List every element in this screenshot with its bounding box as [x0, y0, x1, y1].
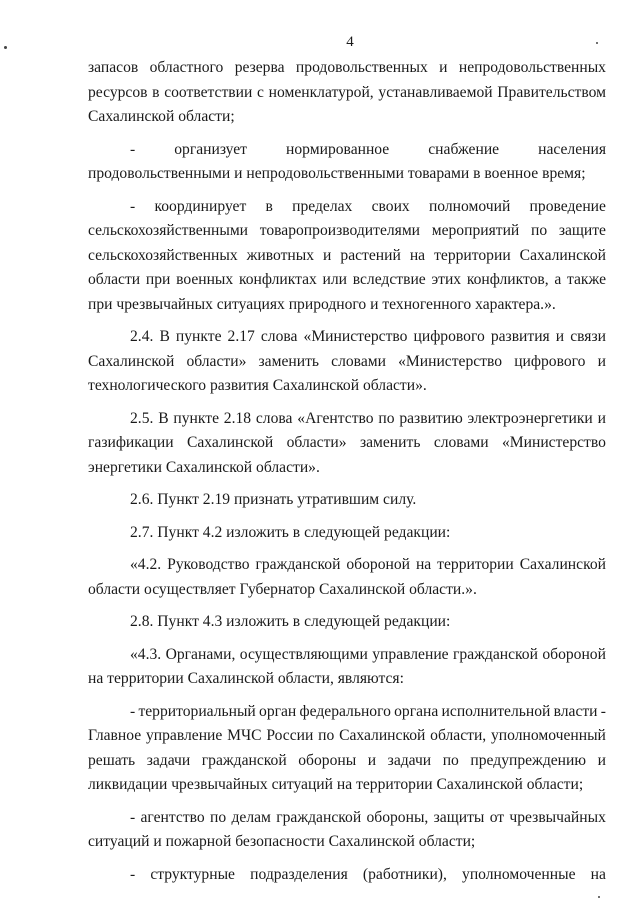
word: номенклатурой, [268, 83, 374, 101]
paragraph-2-8 [88, 610, 606, 643]
word: пределах [292, 197, 353, 215]
scan-speck [4, 46, 7, 49]
word: и [597, 409, 606, 427]
word: развития [490, 328, 550, 345]
word: по [378, 409, 395, 427]
word: в [152, 83, 160, 101]
word: исполнительной [441, 702, 551, 720]
text-line: технологического развития Сахалинской области». [88, 377, 427, 394]
word: делам [231, 808, 271, 826]
word: - [130, 197, 136, 215]
word: резерва [234, 59, 285, 76]
word: «4.2. [130, 556, 162, 573]
word: цифрового [514, 352, 586, 370]
text-line [88, 268, 606, 293]
word: (работники), [362, 865, 447, 883]
word: развитию [399, 409, 463, 427]
text-line [88, 700, 606, 725]
paragraph-gap [88, 187, 606, 195]
word: координирует [154, 197, 247, 215]
paragraph-gap [88, 545, 606, 553]
word: территории [434, 246, 511, 264]
word: области [88, 271, 141, 288]
word: по [318, 727, 335, 744]
word: - [130, 140, 136, 158]
word: этих [431, 271, 462, 288]
word: полномочий [428, 197, 511, 215]
word: своих [371, 197, 410, 215]
word: ресурсов [88, 83, 148, 101]
word: слова [260, 328, 298, 345]
word: - [130, 865, 136, 883]
word: конфликтах [238, 271, 317, 288]
paragraph-2-5 [88, 407, 606, 489]
word: по [530, 222, 548, 239]
word: мероприятий [431, 222, 520, 239]
word: или [322, 271, 348, 288]
text-line: на территории Сахалинской области, являются: [88, 670, 404, 687]
text-line [88, 749, 606, 774]
word: Сахалинской [88, 352, 175, 370]
text-line [88, 863, 606, 888]
word: с [257, 83, 264, 101]
text-line: при чрезвычайных ситуациях природного и техногенного характера.». [88, 295, 556, 313]
text-line: продовольственными и непродовольственными товарами в военное время; [88, 165, 586, 182]
word: по [210, 808, 227, 826]
paragraph-rationing [88, 138, 606, 195]
word: Сахалинской [186, 434, 274, 451]
word: «4.3. [130, 645, 162, 663]
word: слова [255, 409, 293, 427]
word: гражданской [201, 751, 287, 769]
scan-speck [598, 896, 600, 898]
word: по [442, 751, 459, 769]
word: Руководство [167, 556, 250, 573]
word: «Министерство [398, 352, 503, 370]
word: и [597, 751, 606, 769]
word: соответствии [164, 83, 253, 101]
word: Сахалинской [519, 246, 606, 264]
word: также [567, 271, 606, 288]
word: а [554, 271, 562, 288]
page-number: 4 [346, 34, 354, 50]
word: Правительством [497, 83, 606, 101]
text-line: ситуаций и пожарной безопасности Сахалинской области; [88, 833, 476, 850]
text-line [88, 643, 606, 668]
word: словами [433, 434, 489, 451]
word: агентство [140, 808, 205, 826]
word: решать [88, 751, 136, 769]
word: МЧС [227, 727, 262, 744]
text-line [88, 431, 606, 456]
word: структурные [150, 865, 235, 883]
word: обороны, [366, 808, 429, 826]
paragraph-gap [88, 317, 606, 325]
word: электроэнергетики [467, 409, 593, 427]
word: федерального [299, 702, 391, 720]
word: гражданской [453, 645, 538, 663]
word: территории [437, 556, 514, 573]
word: и [323, 246, 332, 264]
paragraph-reserve-continuation [88, 56, 606, 138]
word: «Министерство [501, 434, 606, 451]
word: 2.17 [227, 328, 255, 345]
word: на [409, 246, 426, 264]
word: запасов [88, 59, 139, 76]
word: и [597, 352, 606, 370]
word: устанавливаемой [378, 83, 493, 101]
word: области, [430, 727, 487, 744]
word: при [145, 271, 171, 288]
word: обороной [346, 556, 410, 573]
paragraph-2-4 [88, 325, 606, 407]
word: области» [286, 434, 347, 451]
text-line [88, 350, 606, 375]
word: чрезвычайных [509, 808, 606, 826]
text-line: энергетики Сахалинской области». [88, 458, 320, 476]
paragraph-2-6 [88, 488, 606, 521]
word: заменить [258, 352, 320, 370]
word: сельскохозяйственными [88, 222, 249, 239]
paragraph-gap [88, 399, 606, 407]
paragraph-4-3-quote [88, 643, 606, 700]
word: «Министерство [303, 328, 408, 345]
word: и [555, 328, 565, 345]
text-line [88, 724, 606, 749]
scan-speck [596, 42, 598, 44]
text-line: области осуществляет Губернатор Сахалинской области.». [88, 580, 477, 598]
word: животных [246, 246, 315, 264]
word: власти [553, 702, 598, 720]
paragraph-coordination [88, 195, 606, 326]
paragraph-gap [88, 635, 606, 643]
word: снабжение [428, 140, 500, 158]
word: словами [331, 352, 386, 370]
paragraph-gap [88, 130, 606, 138]
paragraph-gap [88, 513, 606, 521]
word: Органами, [165, 645, 236, 663]
text-line [88, 219, 606, 244]
word: организует [174, 140, 247, 158]
word: защиты [433, 808, 485, 826]
word: от [489, 808, 505, 826]
paragraph-territorial-body [88, 700, 606, 806]
text-line: 2.7. Пункт 4.2 изложить в следующей редакции: [130, 523, 451, 541]
word: подразделения [250, 865, 348, 883]
word: области» [186, 352, 247, 370]
paragraph-4-2-quote [88, 553, 606, 610]
word: пункте [175, 328, 222, 345]
word: военных [176, 271, 234, 288]
word: В [158, 409, 169, 427]
word: населения [538, 140, 606, 158]
word: гражданской [255, 556, 341, 573]
word: - [600, 702, 606, 720]
word: гражданской [276, 808, 362, 826]
word: в [265, 197, 273, 215]
word: «Агентство [297, 409, 374, 427]
word: Главное [88, 727, 142, 744]
word: задачи [387, 751, 432, 769]
paragraph-2-7 [88, 521, 606, 554]
text-line [88, 806, 606, 831]
text-line [88, 553, 606, 578]
word: товаропроизводителями [259, 222, 421, 239]
word: 2.18 [223, 409, 252, 427]
text-line [88, 244, 606, 269]
word: территориальный [138, 702, 256, 720]
text-line: 2.8. Пункт 4.3 изложить в следующей редакции: [130, 613, 451, 630]
paragraph-gap [88, 798, 606, 806]
word: обороны [298, 751, 357, 769]
word: В [159, 328, 170, 345]
text-line [88, 81, 606, 106]
paragraph-gap [88, 887, 606, 895]
word: - [130, 808, 136, 826]
paragraph-agency [88, 806, 606, 863]
word: сельскохозяйственных [88, 246, 238, 264]
word: на [590, 865, 606, 883]
text-line [88, 407, 606, 432]
paragraph-structural-units [88, 863, 606, 896]
word: непродовольственных [458, 59, 606, 76]
word: связи [570, 328, 606, 345]
word: заменить [359, 434, 421, 451]
document-body [88, 56, 606, 895]
word: предупреждению [470, 751, 587, 769]
text-line [88, 325, 606, 350]
word: газификации [88, 434, 174, 451]
word: осуществляющими [239, 645, 368, 663]
word: задачи [146, 751, 191, 769]
word: конфликтов, [466, 271, 549, 288]
word: цифрового [413, 328, 485, 345]
text-line [88, 138, 606, 163]
word: 2.4. [130, 328, 154, 345]
word: управление [372, 645, 449, 663]
word: - [130, 702, 136, 720]
word: и [367, 751, 377, 769]
word: на [415, 556, 432, 573]
word: управление [145, 727, 223, 744]
word: вследствие [352, 271, 426, 288]
word: органа [394, 702, 439, 720]
text-line: ликвидации чрезвычайных ситуаций на территории Сахалинской области; [88, 776, 584, 793]
paragraph-gap [88, 855, 606, 863]
word: Сахалинской [519, 556, 606, 573]
word: пункте [173, 409, 219, 427]
text-line [88, 56, 606, 81]
word: 2.5. [130, 409, 154, 427]
paragraph-gap [88, 602, 606, 610]
text-line: Сахалинской области; [88, 108, 235, 125]
word: России [266, 727, 314, 744]
word: орган [259, 702, 297, 720]
text-line: 2.6. Пункт 2.19 признать утратившим силу. [130, 491, 417, 508]
word: и [439, 59, 448, 76]
word: уполномоченные [462, 865, 576, 883]
text-line [88, 195, 606, 220]
word: обороной [542, 645, 606, 663]
paragraph-gap [88, 692, 606, 700]
word: продовольственных [295, 59, 428, 76]
word: уполномоченный [491, 727, 606, 744]
word: проведение [529, 197, 606, 215]
word: областного [149, 59, 224, 76]
word: защите [558, 222, 606, 239]
word: Сахалинской [339, 727, 426, 744]
paragraph-gap [88, 480, 606, 488]
word: нормированное [286, 140, 390, 158]
word: растений [340, 246, 401, 264]
